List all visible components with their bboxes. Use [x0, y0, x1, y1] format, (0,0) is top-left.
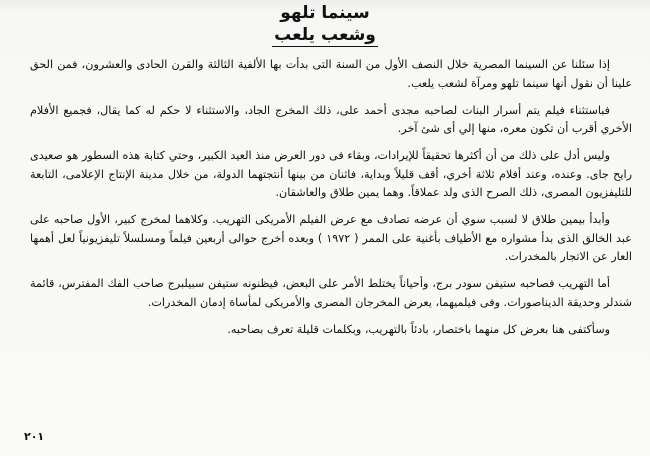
title-block: [0, 2, 650, 47]
paragraph-5: أما التهريب فصاحبه ستيفن سودر برج، وأحياناً يختلط الأمر على البعض، فيظنونه ستيفن سبيلبرج صاحب الفك المفترس، قائمة شندلر وحديقة الديناصورات. وفى فيلميهما، يعرض المخرجان المصرى والأمريكى لمأساة إدمان المخدرات.: [30, 277, 632, 309]
page-number: ٢٠١: [24, 430, 45, 443]
article-title: سينما تلهو: [280, 3, 370, 23]
paragraph-1: إذا سئلنا عن السينما المصرية خلال النصف الأول من السنة التى بدأت بها الألفية الثالثة والقرن الحادى والعشرون، فمن الحق علينا أن نقول أنها سينما تلهو ومرآة لشعب يلعب.: [30, 58, 632, 90]
article-subtitle: وشعب يلعب: [274, 25, 376, 45]
paragraph-2: فباستثناء فيلم يتم أسرار البنات لصاحبه مجدى أحمد على، ذلك المخرج الجاد، والاستثناء لا حكم له كما يقال، فجميع الأفلام الأخري أقرب أن تكون معره، منها إلي أى شئ آخر.: [30, 103, 632, 135]
paragraph-4: وأبدأ بيمين طلاق لا لسبب سوي أن عرضه تصادف مع عرض الفيلم الأمريكى التهريب. وكلاهما لمخرج كبير، الأول صاحبه على عبد الخالق الذى بدأ مشواره مع الأطياف بأغنية على الممر ( ١٩٧٢ ) وبعده أخرج حوالى أربعين فيلماً ومسلسلاً تليفزيونياً لعل أهمها العار عن الاتجار بالمخدرات.: [30, 213, 632, 263]
article-body: [30, 56, 632, 348]
paragraph-6: وسأكتفى هنا بعرض كل منهما باختصار، بادئاً بالتهريب، وبكلمات قليلة تعرف بصاحبه.: [227, 322, 610, 336]
paragraph-3: وليس أدل على ذلك من أن أكثرها تحقيقاً للإيرادات، وبقاء فى دور العرض منذ العيد الكبير، وحتي كتابة هذه السطور هو صعيدى رايح جاى. وعنده، وعند أفلام ثلاثة أخري، أقف قليلاً وبداية، فاثنان من بينها أنتجتهما الدولة، من خلال مدينة الإنتاج الإعلامى، التابعة للتليفزيون المصرى، ذلك الصرح الذى ولد عملاقاً. وهما يمين طلاق والعاشقان.: [30, 149, 632, 199]
